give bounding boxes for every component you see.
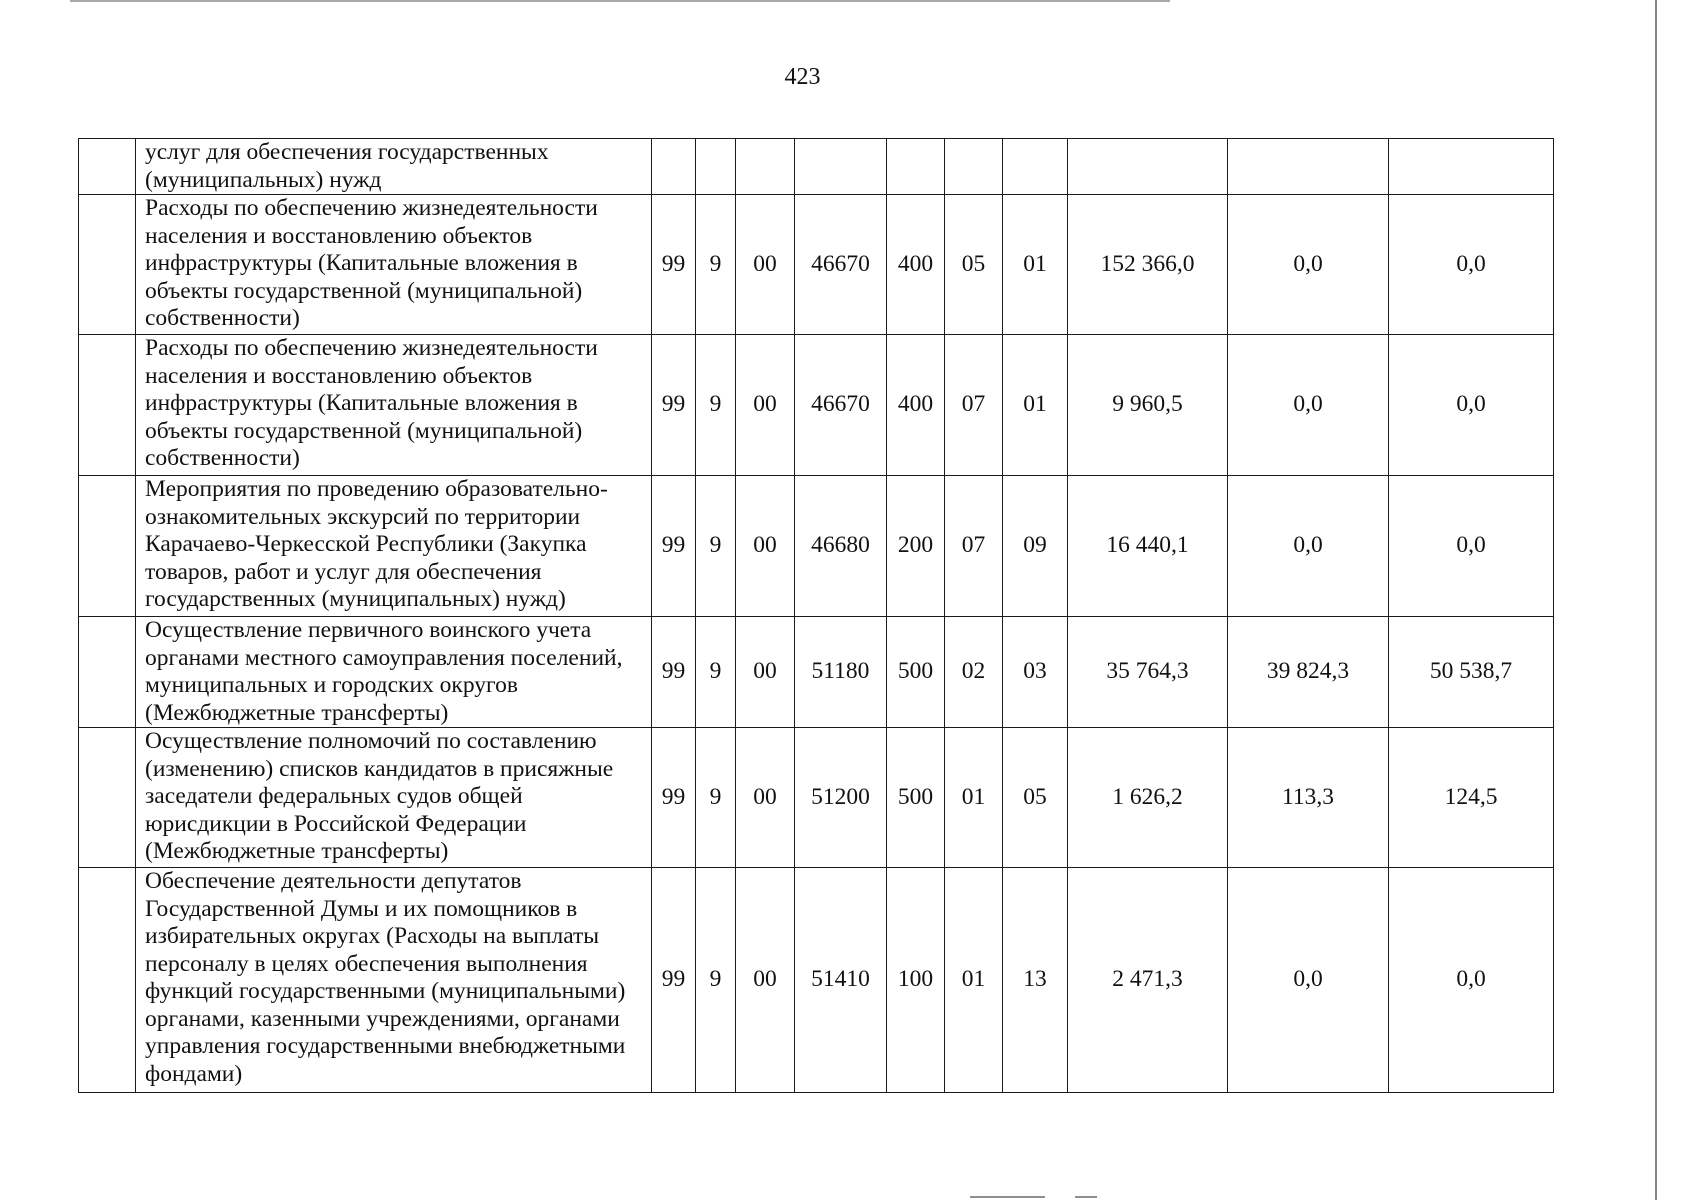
expense-type-cell: 500 (887, 617, 945, 728)
amount-year-1-cell: 35 764,3 (1068, 617, 1228, 728)
amount-year-1-cell: 2 471,3 (1068, 868, 1228, 1093)
amount-year-3-cell: 0,0 (1389, 476, 1554, 617)
amount-year-2-cell: 0,0 (1228, 335, 1389, 476)
section-cell: 02 (945, 617, 1003, 728)
expense-type-cell: 200 (887, 476, 945, 617)
subprogram-code-cell: 9 (696, 868, 736, 1093)
direction-code-cell: 46670 (795, 195, 887, 335)
amount-year-1-cell: 1 626,2 (1068, 728, 1228, 868)
expense-type-cell (887, 139, 945, 195)
subsection-cell: 01 (1003, 195, 1068, 335)
row-number-cell (79, 728, 136, 868)
table-row (79, 617, 1554, 728)
main-event-code-cell: 00 (736, 195, 795, 335)
subsection-cell: 05 (1003, 728, 1068, 868)
section-cell: 07 (945, 335, 1003, 476)
section-cell: 07 (945, 476, 1003, 617)
table-row (79, 335, 1554, 476)
subsection-cell: 13 (1003, 868, 1068, 1093)
amount-year-2-cell: 113,3 (1228, 728, 1389, 868)
section-cell: 01 (945, 868, 1003, 1093)
row-number-cell (79, 195, 136, 335)
amount-year-3-cell: 124,5 (1389, 728, 1554, 868)
direction-code-cell: 46680 (795, 476, 887, 617)
amount-year-2-cell: 0,0 (1228, 868, 1389, 1093)
main-event-code-cell: 00 (736, 617, 795, 728)
expense-name-cell: Обеспечение деятельности депутатов Государственной Думы и их помощников в избирательных округах (Расходы на выплаты персоналу в целях обеспечения выполнения функций государственными (муниципальными) органами, казенными учреждениями, органами управления государственными внебюджетными фондами) (136, 868, 652, 1093)
page-number: 423 (784, 64, 821, 90)
amount-year-2-cell: 0,0 (1228, 195, 1389, 335)
amount-year-1-cell: 9 960,5 (1068, 335, 1228, 476)
program-code-cell: 99 (652, 728, 696, 868)
direction-code-cell: 51180 (795, 617, 887, 728)
table-row (79, 139, 1554, 195)
amount-year-1-cell (1068, 139, 1228, 195)
amount-year-3-cell: 0,0 (1389, 195, 1554, 335)
budget-table (78, 138, 1554, 1093)
expense-name-cell: Расходы по обеспечению жизнедеятельности населения и восстановлению объектов инфраструктуры (Капитальные вложения в объекты государственной (муниципальной) собственности) (136, 335, 652, 476)
expense-type-cell: 500 (887, 728, 945, 868)
program-code-cell: 99 (652, 868, 696, 1093)
scan-edge-top (70, 0, 1170, 2)
expense-name-cell: услуг для обеспечения государственных (муниципальных) нужд (136, 139, 652, 195)
expense-type-cell: 100 (887, 868, 945, 1093)
subsection-cell (1003, 139, 1068, 195)
amount-year-2-cell: 0,0 (1228, 476, 1389, 617)
expense-type-cell: 400 (887, 195, 945, 335)
row-number-cell (79, 335, 136, 476)
row-number-cell (79, 476, 136, 617)
subsection-cell: 01 (1003, 335, 1068, 476)
expense-name-cell: Мероприятия по проведению образовательно-ознакомительных экскурсий по территории Карачаево-Черкесской Республики (Закупка товаров, работ и услуг для обеспечения государственных (муниципальных) нужд) (136, 476, 652, 617)
amount-year-1-cell: 16 440,1 (1068, 476, 1228, 617)
main-event-code-cell: 00 (736, 728, 795, 868)
subprogram-code-cell: 9 (696, 728, 736, 868)
scan-mark-bottom (1075, 1196, 1097, 1198)
main-event-code-cell: 00 (736, 335, 795, 476)
subsection-cell: 09 (1003, 476, 1068, 617)
amount-year-3-cell (1389, 139, 1554, 195)
main-event-code-cell (736, 139, 795, 195)
table-row (79, 868, 1554, 1093)
subprogram-code-cell: 9 (696, 195, 736, 335)
main-event-code-cell: 00 (736, 868, 795, 1093)
direction-code-cell: 51410 (795, 868, 887, 1093)
section-cell (945, 139, 1003, 195)
scan-edge-right (1655, 0, 1657, 1200)
table-row (79, 476, 1554, 617)
subprogram-code-cell: 9 (696, 617, 736, 728)
expense-type-cell: 400 (887, 335, 945, 476)
direction-code-cell (795, 139, 887, 195)
main-event-code-cell: 00 (736, 476, 795, 617)
subprogram-code-cell: 9 (696, 335, 736, 476)
scan-mark-bottom (970, 1196, 1045, 1198)
program-code-cell: 99 (652, 335, 696, 476)
amount-year-3-cell: 0,0 (1389, 868, 1554, 1093)
direction-code-cell: 51200 (795, 728, 887, 868)
row-number-cell (79, 617, 136, 728)
amount-year-3-cell: 50 538,7 (1389, 617, 1554, 728)
subprogram-code-cell: 9 (696, 476, 736, 617)
program-code-cell: 99 (652, 195, 696, 335)
expense-name-cell: Расходы по обеспечению жизнедеятельности населения и восстановлению объектов инфраструктуры (Капитальные вложения в объекты государственной (муниципальной) собственности) (136, 195, 652, 335)
section-cell: 05 (945, 195, 1003, 335)
table-row (79, 728, 1554, 868)
amount-year-1-cell: 152 366,0 (1068, 195, 1228, 335)
subprogram-code-cell (696, 139, 736, 195)
amount-year-3-cell: 0,0 (1389, 335, 1554, 476)
section-cell: 01 (945, 728, 1003, 868)
program-code-cell: 99 (652, 617, 696, 728)
table-row (79, 195, 1554, 335)
amount-year-2-cell (1228, 139, 1389, 195)
row-number-cell (79, 868, 136, 1093)
program-code-cell: 99 (652, 476, 696, 617)
row-number-cell (79, 139, 136, 195)
subsection-cell: 03 (1003, 617, 1068, 728)
amount-year-2-cell: 39 824,3 (1228, 617, 1389, 728)
expense-name-cell: Осуществление первичного воинского учета органами местного самоуправления поселений, муниципальных и городских округов (Межбюджетные трансферты) (136, 617, 652, 728)
expense-name-cell: Осуществление полномочий по составлению (изменению) списков кандидатов в присяжные заседатели федеральных судов общей юрисдикции в Российской Федерации (Межбюджетные трансферты) (136, 728, 652, 868)
direction-code-cell: 46670 (795, 335, 887, 476)
program-code-cell (652, 139, 696, 195)
